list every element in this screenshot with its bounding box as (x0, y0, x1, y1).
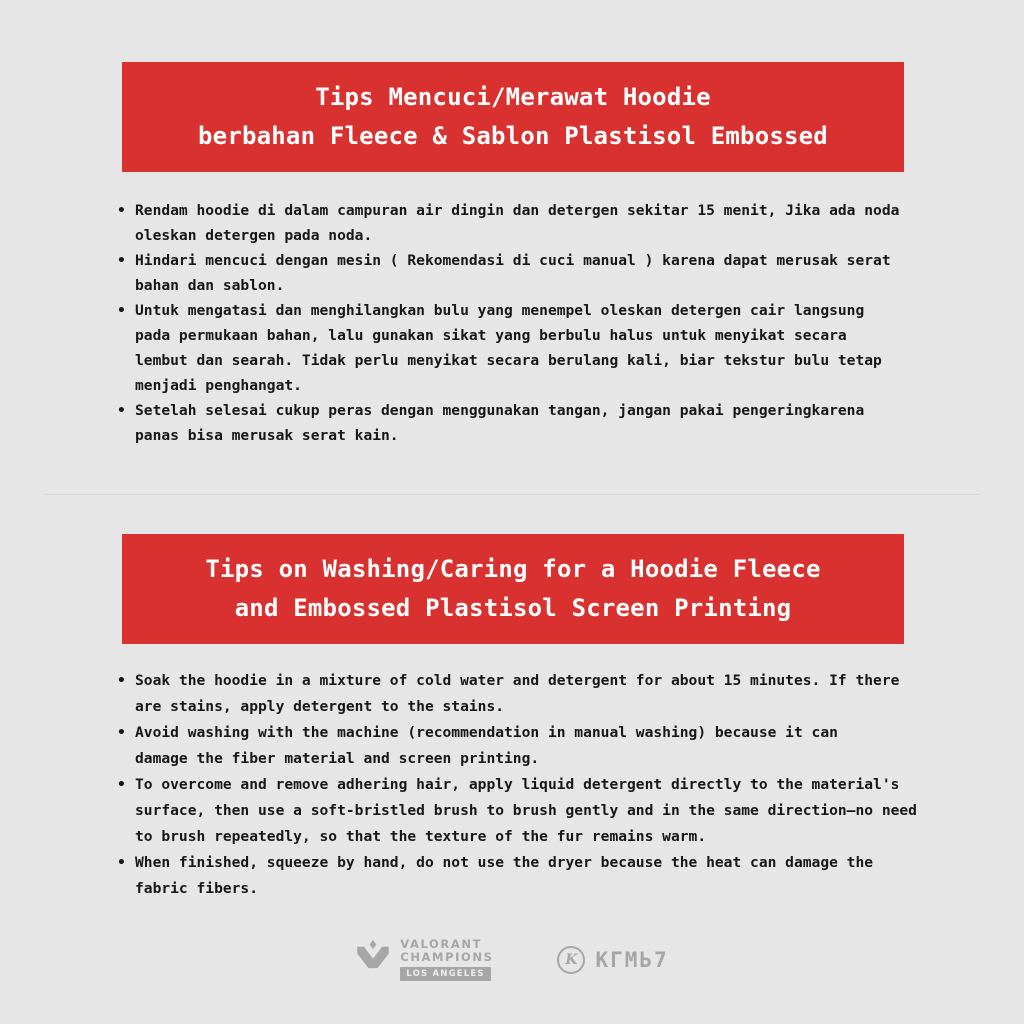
valorant-line1: VALORANT (400, 937, 483, 951)
brand-logo (557, 946, 668, 974)
list-item-text: Rendam hoodie di dalam campuran air dingin dan detergen sekitar 15 menit, Jika ada noda oleskan detergen pada noda. (135, 202, 900, 244)
valorant-line2: CHAMPIONS (400, 949, 494, 964)
list-item-text: Setelah selesai cukup peras dengan menggunakan tangan, jangan pakai pengeringkarena panas bisa merusak serat kain. (135, 402, 865, 444)
brand-monogram-icon (557, 946, 585, 974)
bullet-dot: • (117, 402, 126, 419)
list-item (117, 720, 917, 772)
list-item (117, 850, 917, 902)
list-item-text: To overcome and remove adhering hair, apply liquid detergent directly to the material's surface, then use a soft-bristled brush to brush gently and in the same direction—no need to brush repeatedly, so that the texture of the fur remains warm. (135, 776, 917, 845)
list-item-text: When finished, squeeze by hand, do not use the dryer because the heat can damage the fabric fibers. (135, 854, 874, 897)
list-item (117, 668, 917, 720)
list-item (117, 298, 917, 398)
bullet-dot: • (117, 854, 126, 871)
list-item (117, 198, 917, 248)
brand-wordmark: КГМЬ7 (595, 947, 669, 972)
title-id-line1: Tips Mencuci/Merawat Hoodie (315, 83, 711, 111)
section-title-indonesian (122, 62, 904, 172)
title-en-line1: Tips on Washing/Caring for a Hoodie Fleece (205, 555, 821, 583)
title-en-line2: and Embossed Plastisol Screen Printing (234, 594, 792, 622)
section-divider (45, 494, 980, 495)
bullet-dot: • (117, 302, 126, 319)
list-item-text: Soak the hoodie in a mixture of cold water and detergent for about 15 minutes. If there are stains, apply detergent to the stains. (135, 672, 900, 715)
bullet-dot: • (117, 672, 126, 689)
brand-monogram-letter: K (565, 951, 578, 968)
tips-list-indonesian (117, 198, 917, 448)
footer-logos (0, 938, 1024, 981)
list-item (117, 398, 917, 448)
bullet-dot: • (117, 252, 126, 269)
section-title-english (122, 534, 904, 644)
valorant-champions-logo (355, 938, 493, 981)
valorant-v-icon (355, 940, 391, 976)
list-item (117, 248, 917, 298)
los-angeles-badge: LOS ANGELES (400, 967, 490, 981)
bullet-dot: • (117, 202, 126, 219)
bullet-dot: • (117, 724, 126, 741)
list-item-text: Hindari mencuci dengan mesin ( Rekomendasi di cuci manual ) karena dapat merusak serat bahan dan sablon. (135, 252, 891, 294)
list-item (117, 772, 917, 850)
tips-list-english (117, 668, 917, 902)
list-item-text: Avoid washing with the machine (recommendation in manual washing) because it can damage the fiber material and screen printing. (135, 724, 838, 767)
list-item-text: Untuk mengatasi dan menghilangkan bulu yang menempel oleskan detergen cair langsung pada permukaan bahan, lalu gunakan sikat yang berbulu halus untuk menyikat secara lembut dan searah. Tidak perlu menyikat secara berulang kali, biar tekstur bulu tetap menjadi penghangat. (135, 302, 882, 394)
valorant-wordmark (400, 938, 493, 981)
bullet-dot: • (117, 776, 126, 793)
title-id-line2: berbahan Fleece & Sablon Plastisol Embossed (198, 122, 828, 150)
